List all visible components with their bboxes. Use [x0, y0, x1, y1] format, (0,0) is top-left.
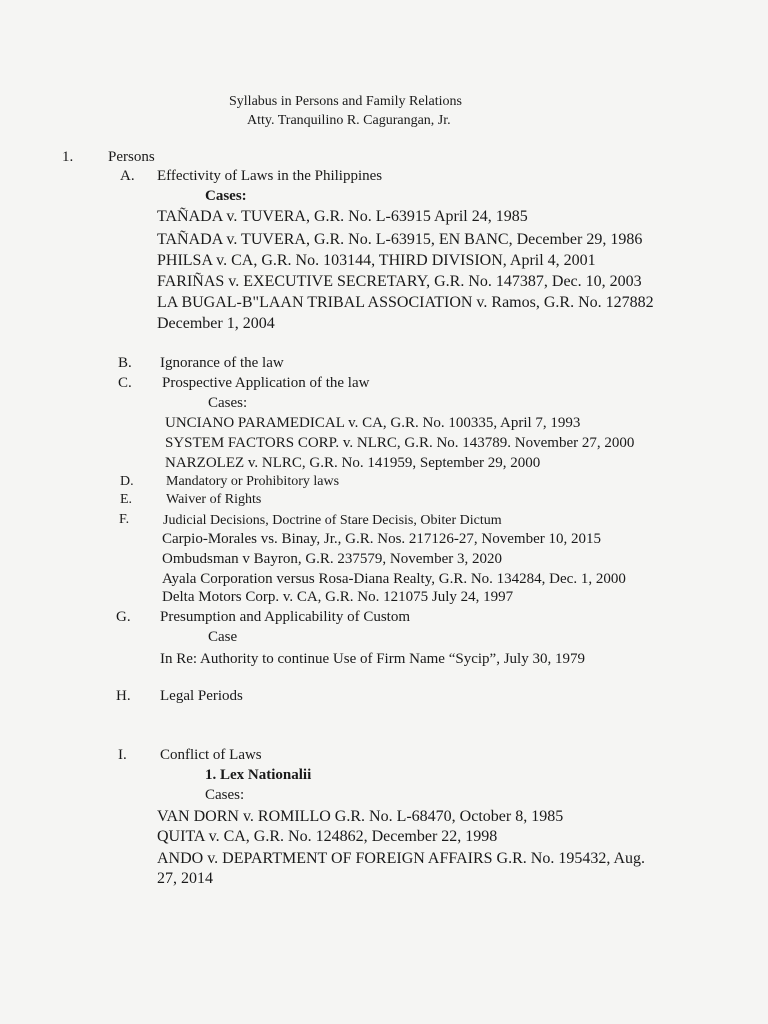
cases-label-c: Cases:	[208, 395, 248, 411]
item-letter-c: C.	[118, 375, 132, 391]
case-item: In Re: Authority to continue Use of Firm Name “Sycip”, July 30, 1979	[160, 651, 585, 667]
item-letter-d: D.	[120, 474, 134, 489]
item-title-g: Presumption and Applicability of Custom	[160, 609, 410, 625]
case-item: LA BUGAL-B"LAAN TRIBAL ASSOCIATION v. Ramos, G.R. No. 127882	[157, 294, 654, 311]
item-letter-b: B.	[118, 355, 132, 371]
case-item: TAÑADA v. TUVERA, G.R. No. L-63915 April 24, 1985	[157, 208, 528, 225]
item-title-i: Conflict of Laws	[160, 747, 262, 763]
case-item: Delta Motors Corp. v. CA, G.R. No. 121075 July 24, 1997	[162, 589, 514, 605]
case-item: QUITA v. CA, G.R. No. 124862, December 22, 1998	[157, 828, 498, 845]
item-title-h: Legal Periods	[160, 688, 243, 704]
item-letter-e: E.	[120, 492, 133, 507]
document-title: Syllabus in Persons and Family Relations	[229, 94, 462, 109]
case-item: UNCIANO PARAMEDICAL v. CA, G.R. No. 100335, April 7, 1993	[165, 415, 581, 431]
sub-heading-lex-nationalii: 1. Lex Nationalii	[205, 767, 312, 783]
item-letter-h: H.	[116, 688, 131, 704]
item-title-c: Prospective Application of the law	[162, 375, 370, 391]
case-item: Ombudsman v Bayron, G.R. 237579, November 3, 2020	[162, 551, 502, 567]
section-title: Persons	[108, 149, 155, 165]
cases-label-i: Cases:	[205, 787, 245, 803]
item-letter-i: I.	[118, 747, 127, 763]
document-author: Atty. Tranquilino R. Cagurangan, Jr.	[247, 113, 451, 128]
cases-label-a: Cases:	[205, 188, 247, 204]
item-letter-f: F.	[119, 512, 130, 527]
case-item: SYSTEM FACTORS CORP. v. NLRC, G.R. No. 143789. November 27, 2000	[165, 435, 635, 451]
item-title-b: Ignorance of the law	[160, 355, 284, 371]
case-item: 27, 2014	[157, 870, 213, 887]
item-title-d: Mandatory or Prohibitory laws	[166, 474, 340, 489]
case-item: TAÑADA v. TUVERA, G.R. No. L-63915, EN BANC, December 29, 1986	[157, 231, 643, 248]
case-item: December 1, 2004	[157, 315, 275, 332]
item-title-a: Effectivity of Laws in the Philippines	[157, 168, 383, 184]
case-item: Ayala Corporation versus Rosa-Diana Realty, G.R. No. 134284, Dec. 1, 2000	[162, 571, 626, 587]
case-item: VAN DORN v. ROMILLO G.R. No. L-68470, October 8, 1985	[157, 808, 564, 825]
item-title-f: Judicial Decisions, Doctrine of Stare Decisis, Obiter Dictum	[163, 513, 502, 528]
case-item: Carpio-Morales vs. Binay, Jr., G.R. Nos. 217126-27, November 10, 2015	[162, 531, 601, 547]
case-label-g: Case	[208, 629, 238, 645]
case-item: FARIÑAS v. EXECUTIVE SECRETARY, G.R. No. 147387, Dec. 10, 2003	[157, 273, 642, 290]
item-letter-a: A.	[120, 168, 135, 184]
item-title-e: Waiver of Rights	[166, 492, 262, 507]
case-item: ANDO v. DEPARTMENT OF FOREIGN AFFAIRS G.R. No. 195432, Aug.	[157, 850, 645, 867]
case-item: PHILSA v. CA, G.R. No. 103144, THIRD DIVISION, April 4, 2001	[157, 252, 596, 269]
case-item: NARZOLEZ v. NLRC, G.R. No. 141959, September 29, 2000	[165, 455, 541, 471]
item-letter-g: G.	[116, 609, 131, 625]
section-number: 1.	[62, 149, 74, 165]
